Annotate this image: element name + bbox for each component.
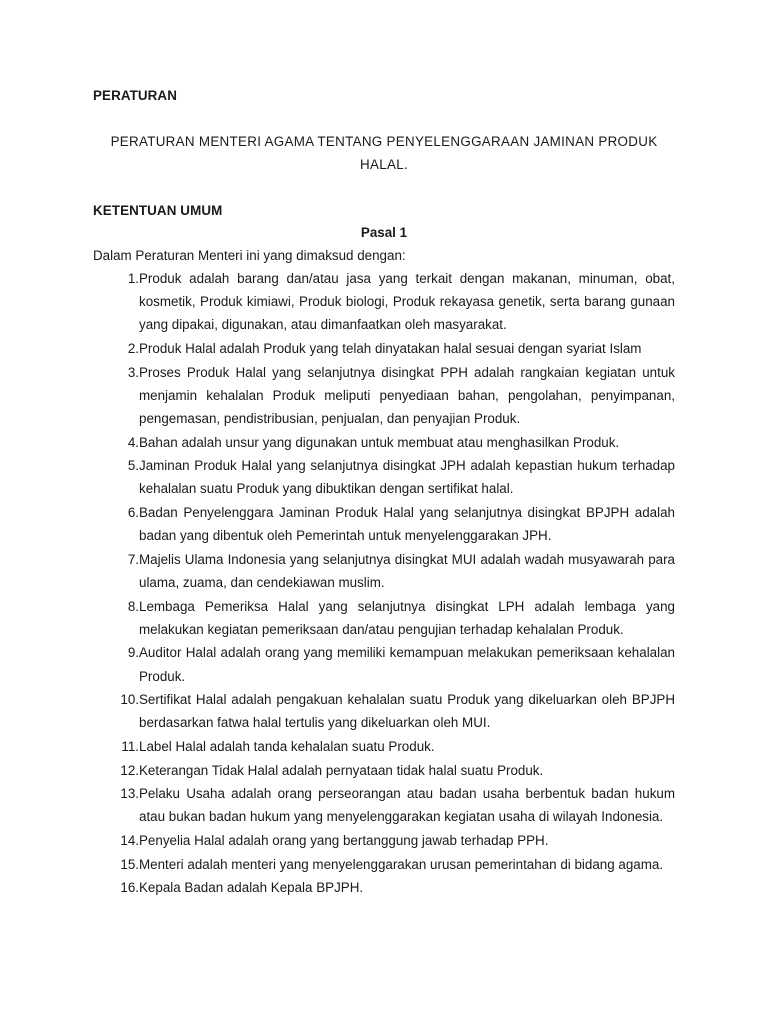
definition-number: 8. <box>127 598 139 614</box>
definition-number: 3. <box>127 364 139 380</box>
definition-text: Produk adalah barang dan/atau jasa yang terkait dengan makanan, minuman, obat, kosmetik, Produk kimiawi, Produk biologi, Produk rekayasa genetik, serta barang gunaan yang dipakai, digunakan, atau dimanfaatkan oleh masyarakat. <box>139 271 675 333</box>
definition-item <box>93 337 675 360</box>
definition-number: 12. <box>120 762 139 778</box>
article-heading: Pasal 1 <box>360 225 408 240</box>
definition-text: Auditor Halal adalah orang yang memiliki kemampuan melakukan pemeriksaan kehalalan Produk. <box>139 645 675 684</box>
definition-item <box>93 829 675 852</box>
definition-item <box>93 641 675 687</box>
definition-number: 7. <box>127 551 139 567</box>
definition-text: Lembaga Pemeriksa Halal yang selanjutnya disingkat LPH adalah lembaga yang melakukan kegiatan pemeriksaan dan/atau pengujian terhadap kehalalan Produk. <box>139 598 675 637</box>
definition-item <box>93 595 675 641</box>
definition-number: 5. <box>127 458 139 474</box>
definition-item <box>93 853 675 876</box>
definitions-list <box>93 267 675 900</box>
definition-text: Produk Halal adalah Produk yang telah dinyatakan halal sesuai dengan syariat Islam <box>139 341 642 356</box>
document-heading: PERATURAN <box>93 88 177 103</box>
definition-item <box>93 548 675 594</box>
definition-number: 15. <box>120 856 139 872</box>
definition-text: Badan Penyelenggara Jaminan Produk Halal yang selanjutnya disingkat BPJPH adalah badan yang dibentuk oleh Pemerintah untuk menyelenggarakan JPH. <box>139 504 675 544</box>
definition-number: 16. <box>120 880 139 896</box>
regulation-title: PERATURAN MENTERI AGAMA TENTANG PENYELENGGARAAN JAMINAN PRODUK HALAL. <box>110 134 658 172</box>
definition-number: 14. <box>120 832 139 848</box>
definition-text: Kepala Badan adalah Kepala BPJPH. <box>139 880 364 896</box>
definition-number: 9. <box>127 645 139 661</box>
definition-text: Proses Produk Halal yang selanjutnya disingkat PPH adalah rangkaian kegiatan untuk menjamin kehalalan Produk meliputi penyediaan bahan, pengolahan, penyimpanan, pengemasan, pendistribusian, penjualan, dan penyajian Produk. <box>139 364 675 426</box>
definition-item <box>93 759 675 782</box>
definition-text: Sertifikat Halal adalah pengakuan kehalalan suatu Produk yang dikeluarkan oleh BPJPH berdasarkan fatwa halal tertulis yang dikeluarkan oleh MUI. <box>139 692 675 731</box>
definition-item <box>93 431 675 454</box>
definition-item <box>93 454 675 500</box>
definition-text: Menteri adalah menteri yang menyelenggarakan urusan pemerintahan di bidang agama. <box>139 856 664 872</box>
definition-text: Penyelia Halal adalah orang yang bertanggung jawab terhadap PPH. <box>139 832 549 848</box>
definition-number: 6. <box>127 504 139 520</box>
definition-number: 10. <box>120 692 139 708</box>
definition-item <box>93 688 675 734</box>
definition-text: Jaminan Produk Halal yang selanjutnya disingkat JPH adalah kepastian hukum terhadap kehalalan suatu Produk yang dibuktikan dengan sertifikat halal. <box>139 458 675 497</box>
definition-item <box>93 735 675 758</box>
definition-item <box>93 876 675 899</box>
section-heading: KETENTUAN UMUM <box>93 203 223 218</box>
definition-text: Keterangan Tidak Halal adalah pernyataan tidak halal suatu Produk. <box>139 762 544 778</box>
definition-number: 2. <box>127 341 139 356</box>
definition-number: 11. <box>121 738 139 754</box>
definition-number: 1. <box>127 271 139 286</box>
definition-text: Majelis Ulama Indonesia yang selanjutnya disingkat MUI adalah wadah musyawarah para ulama, zuama, dan cendekiawan muslim. <box>139 551 675 590</box>
definition-item <box>93 501 675 547</box>
definition-number: 4. <box>127 434 139 450</box>
definition-item <box>93 782 675 828</box>
definition-text: Label Halal adalah tanda kehalalan suatu Produk. <box>139 738 435 754</box>
definition-number: 13. <box>120 786 139 802</box>
definition-text: Bahan adalah unsur yang digunakan untuk membuat atau menghasilkan Produk. <box>139 434 620 450</box>
definition-item <box>93 267 675 337</box>
definition-item <box>93 361 675 431</box>
definition-text: Pelaku Usaha adalah orang perseorangan atau badan usaha berbentuk badan hukum atau bukan badan hukum yang menyelenggarakan kegiatan usaha di wilayah Indonesia. <box>139 786 675 825</box>
intro-text: Dalam Peraturan Menteri ini yang dimaksud dengan: <box>93 248 406 263</box>
